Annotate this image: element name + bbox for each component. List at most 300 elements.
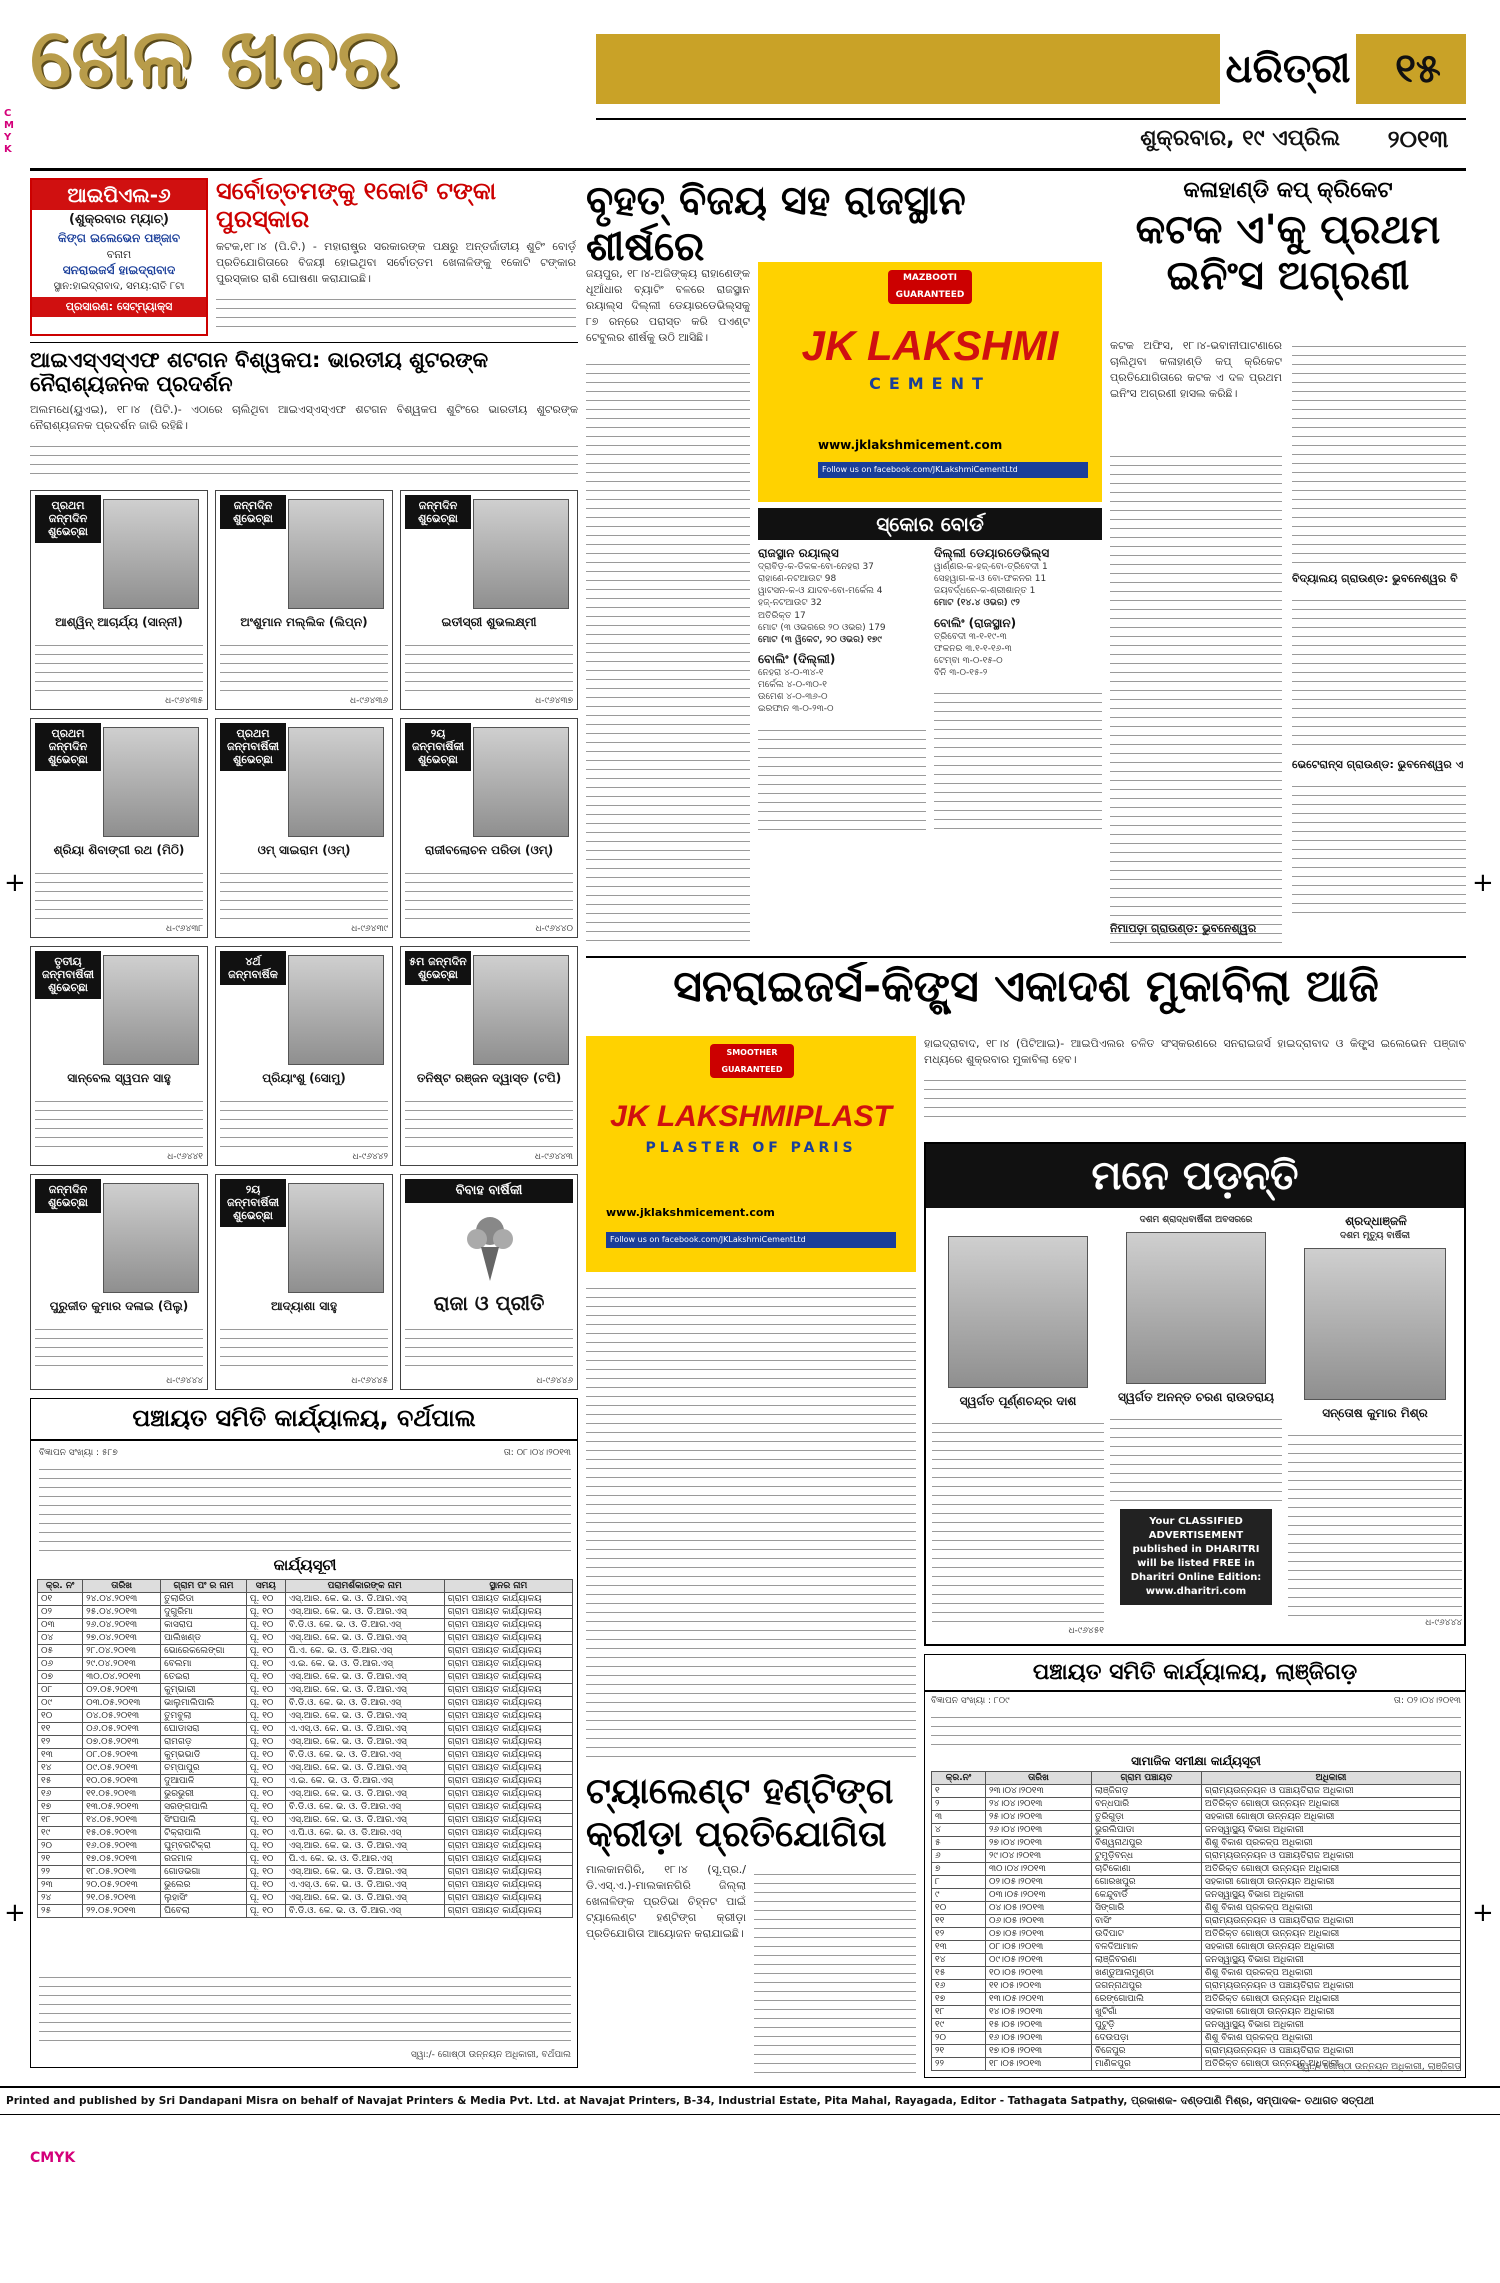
table-cell: ୧୧.୦୫.୨୦୧୩ [83,1788,161,1801]
wish-text [35,637,203,691]
table-cell: ୦୮।୦୫।୨୦୧୩ [985,1941,1091,1954]
table-row [38,1749,573,1762]
table-cell: ୨୯.୦୪.୨୦୧୩ [83,1658,161,1671]
score-team1 [758,546,926,946]
table-cell: ୧୬.୦୫.୨୦୧୩ [83,1840,161,1853]
tender-right-signature: ସ୍ୱା:/- ଗୋଷ୍ଠୀ ଉନ୍ନୟନ ଅଧିକାରୀ, ଲାଞ୍ଜିଗଡ଼ [1296,2062,1461,2072]
score-line: ଜୟବର୍ଦ୍ଧନେ-କ-ଶ୍ରୀଶାନ୍ତ 1 [934,586,1036,597]
memorial-person [932,1230,1104,1642]
plast-brand: JK LAKSHMIPLAST [610,1100,892,1133]
score-team2 [934,546,1102,946]
table-cell: ପୂ. ୧୦ [246,1684,285,1697]
footer-rule [0,2114,1500,2115]
table-cell: କୁମ୍ଭାରୀ [161,1684,247,1697]
table-cell: ୨୪ [38,1892,83,1905]
tender-notice-lanjigarh [924,1654,1466,2078]
table-row [38,1788,573,1801]
talent-story [586,1770,916,2080]
table-row [38,1736,573,1749]
wish-photo [288,499,384,609]
jk-lakshmi-cement-ad [758,262,1102,502]
table-cell: ଏସ୍.ଆର. କେ. ଭ. ଓ. ଡି.ଆର.ଏସ୍ [285,1593,444,1606]
tender-left-text [39,1461,571,1551]
table-row [38,1879,573,1892]
plast-facebook: Follow us on facebook.com/JKLakshmiCementLtd [606,1232,896,1248]
table-cell: ୦୮ [38,1684,83,1697]
table-cell: ୨୯।୦୪।୨୦୧୩ [985,1850,1091,1863]
table-cell: ଜନସ୍ୱାସ୍ଥ୍ୟ ବିଭାଗ ଅଧିକାରୀ [1201,1954,1460,1967]
table-cell: ଶିଶୁ ବିକାଶ ପ୍ରକଳ୍ପ ଅଧିକାରୀ [1201,2032,1460,2045]
imprint-or: ପ୍ରକାଶକ- ଦଣ୍ଡପାଣି ମିଶ୍ର, ସମ୍ପାଦକ- ତଥାଗତ ସତ୍ପଥୀ [1131,2095,1374,2107]
rajasthan-body-text [586,356,750,948]
table-cell: ସହକାରୀ ଗୋଷ୍ଠୀ ଉନ୍ନୟନ ଅଧିକାରୀ [1201,1811,1460,1824]
table-cell: ୧୮ [932,2006,986,2019]
score-line: ରାହାଣେ-ନଟଆଉଟ 98 [758,574,837,585]
table-cell: ୯ [932,1889,986,1902]
tender-notice-barthpal [30,1398,578,2068]
table-cell: ୦୨।୦୫।୨୦୧୩ [985,1876,1091,1889]
wish-photo [288,727,384,837]
table-cell: ୧୧।୦୫।୨୦୧୩ [985,1980,1091,1993]
table-cell: ଖୁଟିଗାଁ [1092,2006,1202,2019]
issue-year: ୨୦୧୩ [1387,125,1449,153]
table-cell: ଗ୍ରାମ ପଞ୍ଚାୟତ କାର୍ଯ୍ୟାଳୟ [444,1801,572,1814]
table-cell: ୦୪.୦୫.୨୦୧୩ [83,1710,161,1723]
wedding-text [405,1321,573,1371]
table-cell: ଭୁଲେର [161,1879,247,1892]
score-line: ଅତିରିକ୍ତ 17 [758,610,806,621]
table-cell: ପୂ. ୧୦ [246,1840,285,1853]
table-cell: ଏସ୍.ଆର. କେ. ଭ. ଓ. ଡି.ଆର.ଏସ୍ [285,1671,444,1684]
table-cell: ଦୁଆପାଳି [161,1775,247,1788]
table-cell: ପୂ. ୧୦ [246,1853,285,1866]
table-cell: ୧୨ [38,1736,83,1749]
table-cell: ସହକାରୀ ଗୋଷ୍ଠୀ ଉନ୍ନୟନ ଅଧିକାରୀ [1201,1941,1460,1954]
table-cell: ଗ୍ରାମ ପଞ୍ଚାୟତ କାର୍ଯ୍ୟାଳୟ [444,1606,572,1619]
table-cell: ଗ୍ରାମ ପଞ୍ଚାୟତ କାର୍ଯ୍ୟାଳୟ [444,1840,572,1853]
wish-text [35,1093,203,1147]
table-cell: ଗ୍ରାମ୍ୟଉନ୍ନୟନ ଓ ପଞ୍ଚାୟତିରାଜ ଅଧିକାରୀ [1201,1785,1460,1798]
table-cell: ବନ୍ଧପାରି [1092,1798,1202,1811]
wish-name: ଇତୀସ୍ରୀ ଶୁଭଲକ୍ଷ୍ମୀ [441,615,537,629]
table-cell: ପି.ଏ. କେ. ଭ. ଓ. ଡି.ଆର.ଏସ୍ [285,1645,444,1658]
score-line: ୱାଟସନ-କ-ଓ ଯାଦବ-ବୋ-ମର୍କେଲ 4 [758,586,883,597]
tender-left-title: ପଞ୍ଚାୟତ ସମିତି କାର୍ଯ୍ୟାଳୟ, ବର୍ଥପାଲ [31,1399,577,1441]
wish-label: ତୃତୀୟ ଜନ୍ମବାର୍ଷିକୀ ଶୁଭେଚ୍ଛା [35,951,101,999]
table-row [38,1853,573,1866]
table-cell: ପୂ. ୧୦ [246,1619,285,1632]
wish-card [30,1174,208,1390]
memorial-photo [1126,1232,1266,1384]
kalahandi-body-text-2 [1292,338,1466,568]
table-cell: ୧୪।୦୫।୨୦୧୩ [985,2006,1091,2019]
table-cell: ୧୭.୦୫.୨୦୧୩ [83,1853,161,1866]
table-cell: ଭୋରେକଲେଙ୍ଗା [161,1645,247,1658]
table-cell: ୨୩ [38,1879,83,1892]
table-cell: ଶିଶୁ ବିକାଶ ପ୍ରକଳ୍ପ ଅଧିକାରୀ [1201,1967,1460,1980]
wish-text [35,1321,203,1371]
memorial-name: ସ୍ୱର୍ଗତ ଅନନ୍ତ ଚରଣ ରାଉତରାୟ [1118,1390,1274,1405]
table-cell: ଗ୍ରାମ ପଞ୍ଚାୟତ କାର୍ଯ୍ୟାଳୟ [444,1684,572,1697]
table-row [38,1619,573,1632]
table-row [932,1941,1461,1954]
table-cell: ଅତିରିକ୍ତ ଗୋଷ୍ଠୀ ଉନ୍ନୟନ ଅଧିକାରୀ [1201,1798,1460,1811]
table-cell: ପୁଟୁଡ଼ି [1092,2019,1202,2032]
wish-card [400,946,578,1166]
wish-card [30,490,208,710]
table-cell: ୧୩ [932,1941,986,1954]
registration-mark-icon: + [1472,1898,1494,1928]
table-row [932,1863,1461,1876]
wish-name: ଅଂଶୁମାନ ମଲ୍ଲିକ (ଲିପ୍‌ନ) [240,615,368,629]
table-cell: ୨୬.୦୪.୨୦୧୩ [83,1619,161,1632]
memorial-code: ଧ-୯୬୪୫୧ [1068,1626,1104,1636]
score-line: ସେହୱାଗ-କ-ଓ ବୋ-ଫକନର 11 [934,574,1047,585]
memorial-kicker: ଦଶମ ଶ୍ରାଦ୍ଧବାର୍ଷିକୀ ଅବସରରେ [1139,1215,1253,1225]
wish-label: ଜନ୍ମଦିନ ଶୁଭେଚ୍ଛା [220,495,286,529]
wish-card [215,1174,393,1390]
table-cell: ଗୋରଖପୁର [1092,1876,1202,1889]
wedding-card [400,1174,578,1390]
table-header: ତାରିଖ [985,1772,1091,1785]
table-cell: ଗ୍ରାମ ପଞ୍ଚାୟତ କାର୍ଯ୍ୟାଳୟ [444,1710,572,1723]
sunrisers-story [924,1036,1466,1136]
table-cell: ଗ୍ରାମ୍ୟଉନ୍ନୟନ ଓ ପଞ୍ଚାୟତିରାଜ ଅଧିକାରୀ [1201,1850,1460,1863]
score-line: ମୋଟ (୩ ଓଭରରେ ୨୦ ଓଭର) 179 [758,622,886,633]
plast-product: PLASTER OF PARIS [645,1140,857,1156]
table-cell: ୫ [932,1837,986,1850]
memorial-text [932,1415,1104,1625]
wish-code: ଧ-୯୬୪୪୩ [534,1152,573,1162]
table-cell: ୩୦।୦୪।୨୦୧୩ [985,1863,1091,1876]
table-cell: କୁମ୍ଭଭାଡି [161,1749,247,1762]
jk-facebook: Follow us on facebook.com/JKLakshmiCementLtd [818,462,1088,478]
table-cell: ଲୁହାସିଂ [161,1892,247,1905]
table-cell: ୧୦ [932,1902,986,1915]
wish-text [405,865,573,919]
tender-left-footnote [39,1969,571,2041]
tender-right-date: ତା: ୦୨।୦୪।୨୦୧୩ [1393,1696,1461,1706]
kalahandi-sub2: ଭେଟେରାନ୍‌ସ ଗ୍ରାଉଣ୍ଡ: ଭୁବନେଶ୍ୱର ଏ [1292,758,1464,771]
footer-rule [0,2086,1500,2088]
table-cell: ସହକାରୀ ଗୋଷ୍ଠୀ ଉନ୍ନୟନ ଅଧିକାରୀ [1201,2006,1460,2019]
table-cell: ୨୫ [38,1905,83,1918]
table-cell: ବି.ଡି.ଓ. କେ. ଭ. ଓ. ଡି.ଆର.ଏସ୍ [285,1749,444,1762]
masthead [0,0,1500,172]
wedding-code: ଧ-୯୬୪୪୬ [536,1376,573,1386]
table-cell: ଅତିରିକ୍ତ ଗୋଷ୍ଠୀ ଉନ୍ନୟନ ଅଧିକାରୀ [1201,2058,1460,2071]
table-cell: ଭାଲୁମାଲିପାଲି [161,1697,247,1710]
memorial-code: ଧ-୯୬୪୪୪ [1425,1618,1462,1629]
wish-code: ଧ-୯୬୪୪୪ [166,1376,203,1386]
kalahandi-kicker: କଳାହାଣ୍ଡି କପ୍ କ୍ରିକେଟ [1183,178,1393,203]
table-cell: ପୂ. ୧୦ [246,1788,285,1801]
reward-story [216,178,576,336]
table-cell: ୧୬ [38,1788,83,1801]
plast-url: www.jklakshmicement.com [606,1206,775,1219]
table-cell: ଗ୍ରାମ ପଞ୍ଚାୟତ କାର୍ଯ୍ୟାଳୟ [444,1645,572,1658]
table-row [38,1606,573,1619]
footer-imprint [6,2092,1494,2110]
table-cell: ଗ୍ରାମ ପଞ୍ଚାୟତ କାର୍ଯ୍ୟାଳୟ [444,1775,572,1788]
table-cell: ୦୨ [38,1606,83,1619]
table-cell: ଏସ୍.ଆର. କେ. ଭ. ଓ. ଡି.ଆର.ଏସ୍ [285,1840,444,1853]
table-cell: ଶିଶୁ ବିକାଶ ପ୍ରକଳ୍ପ ଅଧିକାରୀ [1201,1837,1460,1850]
table-cell: ୦୯।୦୫।୨୦୧୩ [985,1954,1091,1967]
table-cell: କାସରାପ [161,1619,247,1632]
table-cell: ପୂ. ୧୦ [246,1775,285,1788]
memorial-section [924,1142,1466,1646]
table-cell: ଚାଟିକୋଣା [1092,1863,1202,1876]
wish-text [405,1093,573,1147]
wish-text [220,1321,388,1371]
tender-right-schedule-title: ସାମାଜିକ ସମୀକ୍ଷା କାର୍ଯ୍ୟସୂଚୀ [1131,1755,1261,1768]
table-row [932,1850,1461,1863]
wedding-label: ବିବାହ ବାର୍ଷିକୀ [405,1179,573,1203]
table-header: ଗ୍ରାମ ପଂ ର ନାମ [161,1580,247,1593]
shooting-headline: ଆଇଏସ୍‌ଏସ୍‌ଏଫ ଶଟଗନ ବିଶ୍ୱକପ: ଭାରତୀୟ ଶୁଟରଙ୍କ ନୈରାଶ୍ୟଜନକ ପ୍ରଦର୍ଶନ [30,348,489,397]
page-top-rule [30,168,1466,171]
table-cell: ଭୁରଭୁରୀ [161,1788,247,1801]
table-cell: ଏ.ଏସ୍.ଓ. କେ. ଭ. ଓ. ଡି.ଆର.ଏସ୍ [285,1879,444,1892]
table-cell: ୧୮ [38,1814,83,1827]
table-cell: ପୂ. ୧୦ [246,1749,285,1762]
ipl-team2: ସନରାଇଜର୍ସ ହାଇଦ୍ରାବାଦ [62,263,176,277]
table-cell: ପୂ. ୧୦ [246,1801,285,1814]
table-cell: ୧୩।୦୫।୨୦୧୩ [985,1993,1091,2006]
table-cell: ବି.ଡି.ଓ. କେ. ଭ. ଓ. ଡି.ଆର.ଏସ୍ [285,1801,444,1814]
rajasthan-headline: ବୃହତ୍ ବିଜୟ ସହ ରାଜସ୍ଥାନ ଶୀର୍ଷରେ [586,178,966,270]
table-cell: ୦୫ [38,1645,83,1658]
table-cell: ୨୦ [38,1840,83,1853]
page-number: ୧୫ [1395,46,1441,92]
table-row [932,2045,1461,2058]
ipl-subtitle: (ଶୁକ୍ରବାର ମ୍ୟାଚ୍) [69,212,169,227]
mazbooti-badge: MAZBOOTI GUARANTEED [888,270,972,304]
sunrisers-headline: ସନରାଇଜର୍ସ-କିଙ୍ଗ୍ସ ଏକାଦଶ ମୁକାବିଲା ଆଜି [673,962,1379,1012]
wish-name: ଓମ୍ ସାଇରାମ (ଓମ୍) [257,843,351,857]
table-cell: ବି.ଡି.ଓ. କେ. ଭ. ଓ. ଡି.ଆର.ଏସ୍ [285,1619,444,1632]
table-row [38,1632,573,1645]
table-cell: ଜନସ୍ୱାସ୍ଥ୍ୟ ବିଭାଗ ଅଧିକାରୀ [1201,2019,1460,2032]
wish-text [220,1093,388,1147]
table-cell: ପୂ. ୧୦ [246,1905,285,1918]
table-cell: ୦୪।୦୫।୨୦୧୩ [985,1902,1091,1915]
table-row [38,1814,573,1827]
table-cell: ତେଇରା [161,1671,247,1684]
table-cell: ଦୁଗୁରିମା [161,1606,247,1619]
table-cell: ୦୪ [38,1632,83,1645]
tender-left-date: ତା: ୦୮।୦୪।୨୦୧୩ [503,1448,571,1458]
table-cell: ୧୭ [932,1993,986,2006]
table-row [932,2032,1461,2045]
table-cell: ପି.ଏ. କେ. ଭ. ଓ. ଡି.ଆର.ଏସ୍ [285,1853,444,1866]
table-cell: ସରଙ୍ଗପାଲି [161,1801,247,1814]
table-cell: ୪ [932,1824,986,1837]
jk-brand: JK LAKSHMI [801,322,1059,369]
table-cell: ଗ୍ରାମ ପଞ୍ଚାୟତ କାର୍ଯ୍ୟାଳୟ [444,1827,572,1840]
table-row [932,1889,1461,1902]
wish-text [405,637,573,691]
kalahandi-lead: କଟକ ଅଫିସ, ୧୮।୪-ଭବାନୀପାଟଣାରେ ଚାଲିଥିବା କଳାହାଣ୍ଡି କପ୍ କ୍ରିକେଟ ପ୍ରତିଯୋଗିତାରେ କଟକ ଏ ଦଳ ପ୍ରଥମ ଇନିଂସ ଅଗ୍ରଣୀ ହାସଲ କରିଛି। [1110,339,1282,400]
table-cell: ୧୫.୦୫.୨୦୧୩ [83,1827,161,1840]
score-extra [758,722,926,832]
table-cell: ଗ୍ରାମ ପଞ୍ଚାୟତ କାର୍ଯ୍ୟାଳୟ [444,1814,572,1827]
wish-photo [473,955,569,1065]
wish-text [220,637,388,691]
memorial-person [1110,1214,1282,1642]
wish-label: ପ୍ରଥମ ଜନ୍ମଦିନ ଶୁଭେଚ୍ଛା [35,723,101,771]
table-row [932,1954,1461,1967]
table-cell: ୩୦.୦୪.୨୦୧୩ [83,1671,161,1684]
wish-name: ସାନ୍‌ବେଲ ସ୍ୱପନ ସାହୁ [67,1071,171,1085]
memorial-name: ସନ୍ତୋଷ କୁମାର ମିଶ୍ର [1322,1406,1428,1421]
table-cell: ବିଜେପୁର [1092,2045,1202,2058]
table-cell: ଏ.ଏସ୍.ଓ. କେ. ଭ. ଓ. ଡି.ଆର.ଏସ୍ [285,1723,444,1736]
wish-text [35,865,203,919]
wish-code: ଧ-୯୬୪୪୧ [167,1152,203,1162]
table-cell: ଗ୍ରାମ ପଞ୍ଚାୟତ କାର୍ଯ୍ୟାଳୟ [444,1593,572,1606]
wish-card [215,718,393,938]
table-cell: ୧୩ [38,1749,83,1762]
table-cell: ୧୭।୦୫।୨୦୧୩ [985,2045,1091,2058]
bowling-line: ତ୍ରିବେଦୀ ୩-୧-୧୯-୩ [934,631,1007,642]
table-cell: ୧୭ [38,1801,83,1814]
shooting-body-text [30,438,578,478]
scoreboard [758,508,1102,948]
ipl-title: ଆଇପିଏଲ-୬ [32,180,206,210]
table-cell: ୩ [932,1811,986,1824]
table-cell: ୦୯ [38,1697,83,1710]
ipl-venue: ସ୍ଥାନ:ହାଇଦ୍ରାବାଦ, ସମୟ:ରାତି ୮ଟା [53,281,185,292]
tender-right-title: ପଞ୍ଚାୟତ ସମିତି କାର୍ଯ୍ୟାଳୟ, ଲାଞ୍ଜିଗଡ଼ [925,1655,1465,1692]
table-row [38,1866,573,1879]
registration-mark-icon: + [4,868,26,898]
memorial-text [1288,1427,1462,1617]
wish-code: ଧ-୯୬୪୪୫ [351,1376,388,1386]
table-cell: ଚମ୍ପାପୁର [161,1762,247,1775]
table-cell: ପୂ. ୧୦ [246,1892,285,1905]
wish-card [400,490,578,710]
bowling-line: ଟେମ୍ବା ୩-୦-୧୫-୦ [934,655,1003,666]
wish-photo [288,1183,384,1293]
reward-body-text [216,291,576,331]
table-cell: ଲାଞ୍ଜିଗଡ଼ [1092,1785,1202,1798]
table-row [932,1928,1461,1941]
table-cell: ଏସ୍.ଆର. କେ. ଭ. ଓ. ଡି.ଆର.ଏସ୍ [285,1788,444,1801]
table-row [932,1811,1461,1824]
table-cell: ମାଣିକପୁର [1092,2058,1202,2071]
bowling-label: ବୋଲିଂ (ଦିଲ୍ଲୀ) [758,651,836,666]
table-cell: ସିଂଘପାଲି [161,1814,247,1827]
table-cell: ଜନସ୍ୱାସ୍ଥ୍ୟ ବିଭାଗ ଅଧିକାରୀ [1201,1824,1460,1837]
table-row [932,1876,1461,1889]
table-cell: ପୂ. ୧୦ [246,1736,285,1749]
table-cell: ୧୮।୦୫।୨୦୧୩ [985,2058,1091,2071]
wish-label: ୫ମ ଜନ୍ମଦିନ ଶୁଭେଚ୍ଛା [405,951,471,985]
table-cell: ୨୧ [932,2045,986,2058]
wish-code: ଧ-୯୬୪୩୮ [165,924,203,934]
kalahandi-body-text-3 [1292,592,1466,752]
table-cell: ୧୯ [932,2019,986,2032]
table-row [932,1915,1461,1928]
bowling-line: ଇରଫାନ ୩-୦-୨୩-୦ [758,704,834,715]
table-cell: ୧ [932,1785,986,1798]
table-row [38,1671,573,1684]
shooting-lead: ଅଲମଧେ(ୟୁଏଇ), ୧୮।୪ (ପିଟି.)- ଏଠାରେ ଚାଲିଥିବା ଆଇଏସ୍‌ଏସ୍‌ଏଫ ଶଟଗନ ବିଶ୍ୱକପ ଶୁଟିଂରେ ଭାରତୀୟ ଶୁଟରଙ୍କ ନୈରାଶ୍ୟଜନକ ପ୍ରଦର୍ଶନ ଜାରି ରହିଛି। [30,403,578,433]
table-cell: ୧୧ [932,1915,986,1928]
table-cell: ଭୁରଲିପାଡା [1092,1824,1202,1837]
table-cell: ୦୭।୦୫।୨୦୧୩ [985,1928,1091,1941]
table-cell: ଜନସ୍ୱାସ୍ଥ୍ୟ ବିଭାଗ ଅଧିକାରୀ [1201,1889,1460,1902]
table-cell: ୨୮.୦୪.୨୦୧୩ [83,1645,161,1658]
wish-code: ଧ-୯୬୪୩୬ [350,696,388,706]
table-cell: ୦୩ [38,1619,83,1632]
table-cell: ଗ୍ରାମ୍ୟଉନ୍ନୟନ ଓ ପଞ୍ଚାୟତିରାଜ ଅଧିକାରୀ [1201,1915,1460,1928]
table-row [38,1905,573,1918]
wish-card [30,718,208,938]
score-extra [934,685,1102,835]
registration-mark-icon: + [4,1898,26,1928]
table-cell: ଗ୍ରାମ ପଞ୍ଚାୟତ କାର୍ଯ୍ୟାଳୟ [444,1866,572,1879]
bowling-line: ବିନି ୩-୦-୧୫-୨ [934,667,988,678]
talent-lead: ମାଲକାନଗିରି, ୧୮।୪ (ସୂ.ପ୍ର./ ଡି.ଏସ୍.ଏ.)-ମାଲକାନଗିରି ଜିଲ୍ଲା ଖେଳାଳିଙ୍କ ପ୍ରତିଭା ଚିହ୍ନଟ ପାଇଁ ଟ୍ୟାଲେଣ୍ଟ ହଣ୍ଟିଙ୍ଗ କ୍ରୀଡ଼ା ପ୍ରତିଯୋଗିତା ଆୟୋଜନ କରାଯାଇଛି। [586,1863,746,1941]
table-cell: ଘୁମ୍ବରଟିକ୍ରା [161,1840,247,1853]
table-cell: ୦୮.୦୫.୨୦୧୩ [83,1749,161,1762]
table-cell: ୦୩.୦୫.୨୦୧୩ [83,1697,161,1710]
table-cell: ଏସ୍.ଆର. କେ. ଭ. ଓ. ଡି.ଆର.ଏସ୍ [285,1632,444,1645]
table-row [38,1840,573,1853]
bowling-line: ଉମେଶ ୪-୦-୩୬-୦ [758,692,828,703]
table-header: ଗ୍ରାମ ପଞ୍ଚାୟତ [1092,1772,1202,1785]
table-row [38,1710,573,1723]
table-cell: ପୂ. ୧୦ [246,1697,285,1710]
tender-left-schedule-title: କାର୍ଯ୍ୟସୂଚୀ [273,1557,337,1574]
table-cell: ଲାଞ୍ଜିବରଣା [1092,1954,1202,1967]
wish-text [220,865,388,919]
wish-photo [473,499,569,609]
memorial-kicker: ଦଶମ ମୃତ୍ୟୁ ବାର୍ଷିକୀ [1340,1231,1410,1241]
table-cell: ୨୩।୦୪।୨୦୧୩ [985,1785,1091,1798]
table-cell: ପୂ. ୧୦ [246,1632,285,1645]
table-cell: ଗ୍ରାମ ପଞ୍ଚାୟତ କାର୍ଯ୍ୟାଳୟ [444,1788,572,1801]
score-total: ମୋଟ (୧୪.୪ ଓଭର) ୯୨ [934,598,1020,609]
cmyk-mark: CMYK [4,108,14,155]
imprint-en: Printed and published by Sri Dandapani Misra on behalf of Navajat Printers & Media Pvt. Ltd. at Navajat Printers, B-34, Industrial Estate, Pita Mahal, Rayagada, Editor - Tathagata Satpathy, [6,2095,1128,2107]
table-cell: ୨ [932,1798,986,1811]
table-cell: ୭ [932,1863,986,1876]
bouquet-icon [461,1213,519,1283]
table-cell: ୨୨ [38,1866,83,1879]
table-cell: ଘିବେଲା [161,1905,247,1918]
table-cell: ଅତିରିକ୍ତ ଗୋଷ୍ଠୀ ଉନ୍ନୟନ ଅଧିକାରୀ [1201,1863,1460,1876]
table-cell: ଗ୍ରାମ ପଞ୍ଚାୟତ କାର୍ଯ୍ୟାଳୟ [444,1671,572,1684]
table-cell: ପୂ. ୧୦ [246,1593,285,1606]
divider [586,956,1466,958]
table-cell: ୧୯ [38,1827,83,1840]
wish-name: ପୁରୁଜୀତ କୁମାର ଦଳାଇ (ପିଲୁ) [49,1299,189,1313]
table-row [38,1892,573,1905]
table-cell: ଗ୍ରାମ୍ୟଉନ୍ନୟନ ଓ ପଞ୍ଚାୟତିରାଜ ଅଧିକାରୀ [1201,1980,1460,1993]
wish-card [215,490,393,710]
table-cell: ପୂ. ୧୦ [246,1671,285,1684]
table-cell: ପୂ. ୧୦ [246,1606,285,1619]
table-cell: ୧୫ [932,1967,986,1980]
wish-code: ଧ-୯୬୪୪୦ [535,924,573,934]
table-header: କ୍ର. ନଂ [38,1580,83,1593]
table-cell: ପୂ. ୧୦ [246,1723,285,1736]
table-cell: ଗ୍ରାମ ପଞ୍ଚାୟତ କାର୍ଯ୍ୟାଳୟ [444,1905,572,1918]
